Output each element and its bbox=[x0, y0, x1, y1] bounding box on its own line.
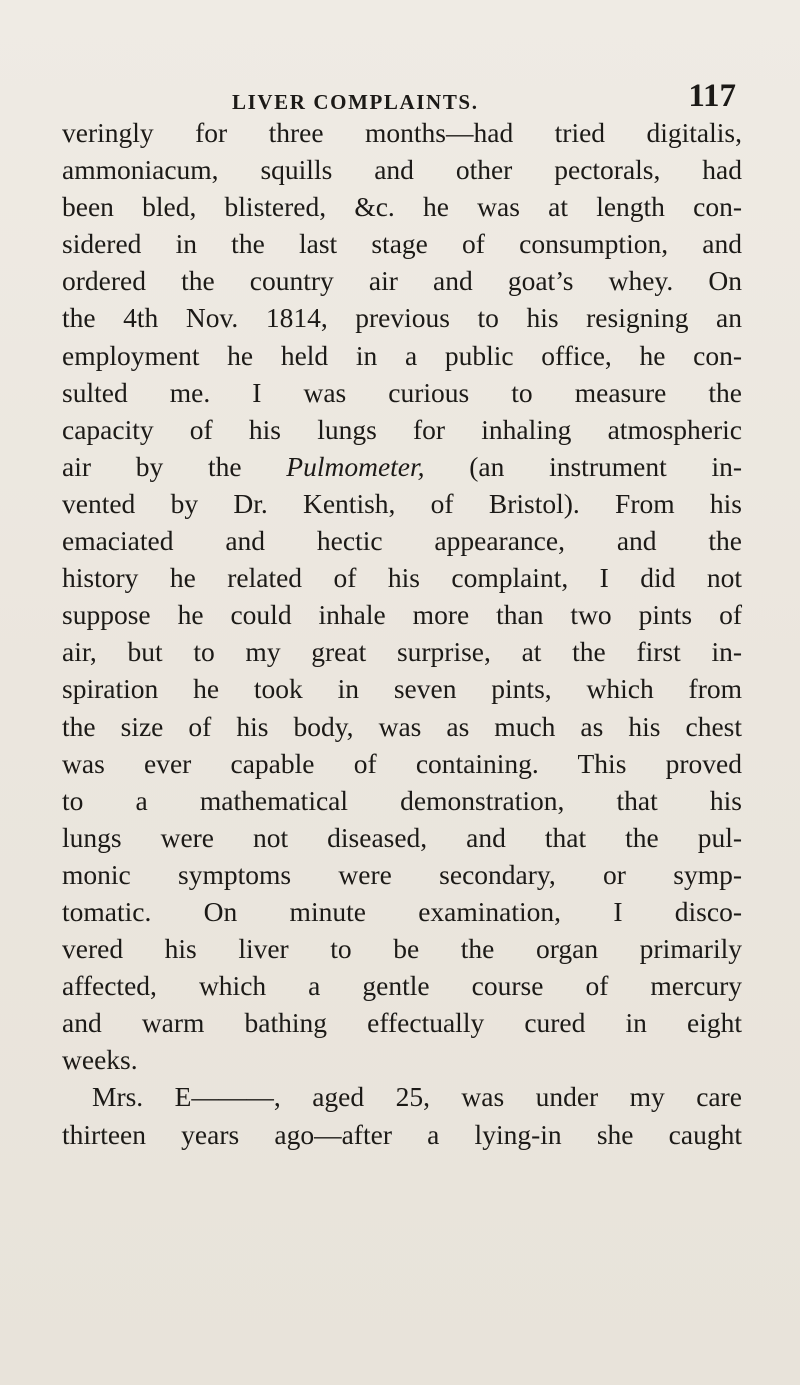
text-line: Mrs. E———, aged 25, was under my care bbox=[92, 1081, 742, 1113]
text-line: affected, which a gentle course of mercury bbox=[62, 970, 742, 1002]
body-text bbox=[62, 114, 742, 1153]
running-head: LIVER COMPLAINTS. bbox=[232, 90, 479, 114]
text-line: lungs were not diseased, and that the pul- bbox=[62, 821, 742, 853]
text-line: monic symptoms were secondary, or symp- bbox=[62, 858, 742, 890]
text-line: vered his liver to be the organ primarily bbox=[62, 933, 742, 965]
text-line: ordered the country air and goat’s whey. On bbox=[62, 265, 742, 297]
text-line: air, but to my great surprise, at the first in- bbox=[62, 636, 742, 668]
text-line: the 4th Nov. 1814, previous to his resigning an bbox=[62, 302, 742, 334]
text-line: employment he held in a public office, he con- bbox=[62, 339, 742, 371]
page-number: 117 bbox=[688, 78, 736, 114]
text-line: weeks. bbox=[62, 1044, 138, 1076]
text-line bbox=[62, 448, 742, 485]
text-line: veringly for three months—had tried digitalis, bbox=[62, 117, 742, 148]
text-line: suppose he could inhale more than two pints of bbox=[62, 599, 742, 631]
italic-term-pulmometer: Pulmometer, bbox=[286, 450, 425, 482]
text-segment: (an instrument in- bbox=[424, 450, 742, 482]
text-line: tomatic. On minute examination, I disco- bbox=[62, 895, 742, 927]
text-line: to a mathematical demonstration, that his bbox=[62, 784, 742, 816]
text-line: was ever capable of containing. This proved bbox=[62, 747, 742, 779]
text-line: sulted me. I was curious to measure the bbox=[62, 376, 742, 408]
text-line: history he related of his complaint, I did not bbox=[62, 562, 742, 594]
text-line: the size of his body, was as much as his chest bbox=[62, 710, 742, 742]
text-line: been bled, blistered, &c. he was at length con- bbox=[62, 191, 742, 223]
text-line: ammoniacum, squills and other pectorals, had bbox=[62, 154, 742, 186]
text-line: sidered in the last stage of consumption, and bbox=[62, 228, 742, 260]
text-line: spiration he took in seven pints, which from bbox=[62, 673, 742, 705]
text-line: emaciated and hectic appearance, and the bbox=[62, 525, 742, 557]
text-line: thirteen years ago—after a lying-in she caught bbox=[62, 1118, 742, 1150]
text-segment: air by the bbox=[62, 450, 287, 482]
text-line: vented by Dr. Kentish, of Bristol). From his bbox=[62, 487, 742, 519]
text-line: and warm bathing effectually cured in eight bbox=[62, 1007, 742, 1039]
text-line: capacity of his lungs for inhaling atmospheric bbox=[62, 413, 742, 445]
